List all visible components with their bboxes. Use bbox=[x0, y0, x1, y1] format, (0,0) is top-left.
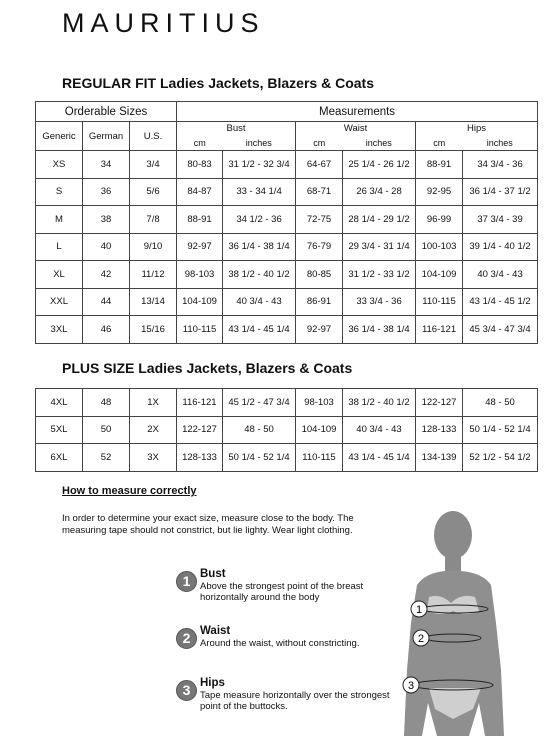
table-cell: 52 bbox=[83, 444, 130, 472]
table-cell: 110-115 bbox=[296, 444, 343, 472]
table-cell: 36 1/4 - 38 1/4 bbox=[343, 316, 416, 344]
table-cell: 52 1/2 - 54 1/2 bbox=[463, 444, 538, 472]
brand-logo: MAURITIUS bbox=[62, 8, 265, 38]
table-cell: 29 3/4 - 31 1/4 bbox=[343, 233, 416, 261]
table-cell: 50 1/4 - 52 1/4 bbox=[463, 416, 538, 444]
table-cell: 116-121 bbox=[416, 316, 463, 344]
table-cell: 48 - 50 bbox=[223, 416, 296, 444]
table-cell: 6XL bbox=[36, 444, 83, 472]
table-cell: 45 1/2 - 47 3/4 bbox=[223, 389, 296, 417]
table-row bbox=[36, 206, 538, 234]
table-cell: 84-87 bbox=[177, 178, 223, 206]
table-cell: 88-91 bbox=[177, 206, 223, 234]
table-cell: XL bbox=[36, 261, 83, 289]
table-cell: 33 3/4 - 36 bbox=[343, 288, 416, 316]
measurements-header: Measurements bbox=[177, 102, 538, 122]
table-cell: 34 3/4 - 36 bbox=[463, 151, 538, 179]
table-cell: 48 bbox=[83, 389, 130, 417]
table-cell: 110-115 bbox=[416, 288, 463, 316]
waist-cm-header: cm bbox=[296, 135, 343, 150]
table-cell: 80-85 bbox=[296, 261, 343, 289]
table-cell: 43 1/4 - 45 1/4 bbox=[343, 444, 416, 472]
table-cell: 68-71 bbox=[296, 178, 343, 206]
step-desc-waist: Around the waist, without constricting. bbox=[200, 638, 360, 649]
waist-marker-number: 2 bbox=[417, 633, 425, 645]
table-row bbox=[36, 389, 538, 417]
table-cell: S bbox=[36, 178, 83, 206]
hips-inches-header: inches bbox=[463, 135, 538, 150]
step-desc-hips: Tape measure horizontally over the strongest point of the buttocks. bbox=[200, 690, 390, 712]
table-cell: 100-103 bbox=[416, 233, 463, 261]
figure-head bbox=[434, 511, 472, 559]
regular-fit-title: REGULAR FIT Ladies Jackets, Blazers & Coats bbox=[62, 75, 374, 91]
table-cell: 92-97 bbox=[177, 233, 223, 261]
table-cell: 76-79 bbox=[296, 233, 343, 261]
table-cell: 48 - 50 bbox=[463, 389, 538, 417]
table-cell: 36 1/4 - 38 1/4 bbox=[223, 233, 296, 261]
table-cell: 1X bbox=[130, 389, 177, 417]
table-cell: 92-95 bbox=[416, 178, 463, 206]
table-cell: 98-103 bbox=[296, 389, 343, 417]
table-cell: 34 bbox=[83, 151, 130, 179]
table-cell: 15/16 bbox=[130, 316, 177, 344]
hips-cm-header: cm bbox=[416, 135, 463, 150]
table-cell: 40 3/4 - 43 bbox=[343, 416, 416, 444]
bust-inches-header: inches bbox=[223, 135, 296, 150]
step-desc-bust: Above the strongest point of the breast horizontally around the body bbox=[200, 581, 364, 603]
table-cell: 36 1/4 - 37 1/2 bbox=[463, 178, 538, 206]
table-cell: 38 1/2 - 40 1/2 bbox=[343, 389, 416, 417]
waist-header: Waist bbox=[296, 122, 416, 136]
bust-marker-number: 1 bbox=[415, 604, 423, 616]
bust-header: Bust bbox=[177, 122, 296, 136]
table-cell: 96-99 bbox=[416, 206, 463, 234]
step-number-3: 3 bbox=[176, 680, 197, 701]
measure-intro: In order to determine your exact size, measure close to the body. The measuring tape should not constrict, but lie lighty. Wear light clothing. bbox=[62, 513, 354, 536]
bust-cm-header: cm bbox=[177, 135, 223, 150]
table-cell: 104-109 bbox=[416, 261, 463, 289]
german-header: German bbox=[83, 122, 130, 151]
table-cell: 98-103 bbox=[177, 261, 223, 289]
table-cell: 50 bbox=[83, 416, 130, 444]
table-row bbox=[36, 178, 538, 206]
table-row bbox=[36, 316, 538, 344]
table-cell: 39 1/4 - 40 1/2 bbox=[463, 233, 538, 261]
table-cell: 13/14 bbox=[130, 288, 177, 316]
step-title-hips: Hips bbox=[200, 677, 225, 689]
table-cell: 3/4 bbox=[130, 151, 177, 179]
table-cell: 80-83 bbox=[177, 151, 223, 179]
orderable-sizes-header: Orderable Sizes bbox=[36, 102, 177, 122]
table-cell: 38 1/2 - 40 1/2 bbox=[223, 261, 296, 289]
table-cell: 128-133 bbox=[416, 416, 463, 444]
table-cell: 28 1/4 - 29 1/2 bbox=[343, 206, 416, 234]
table-cell: 33 - 34 1/4 bbox=[223, 178, 296, 206]
table-cell: 40 3/4 - 43 bbox=[223, 288, 296, 316]
step-title-bust: Bust bbox=[200, 568, 226, 580]
table-row bbox=[36, 416, 538, 444]
table-row bbox=[36, 261, 538, 289]
table-cell: 38 bbox=[83, 206, 130, 234]
hips-marker-number: 3 bbox=[407, 680, 415, 692]
step-number-1: 1 bbox=[176, 571, 197, 592]
table-cell: 128-133 bbox=[177, 444, 223, 472]
table-cell: 110-115 bbox=[177, 316, 223, 344]
table-cell: 7/8 bbox=[130, 206, 177, 234]
table-cell: 4XL bbox=[36, 389, 83, 417]
table-cell: 37 3/4 - 39 bbox=[463, 206, 538, 234]
table-cell: 122-127 bbox=[177, 416, 223, 444]
how-to-measure-title: How to measure correctly bbox=[62, 485, 197, 497]
table-cell: 26 3/4 - 28 bbox=[343, 178, 416, 206]
table-cell: 5/6 bbox=[130, 178, 177, 206]
table-cell: 72-75 bbox=[296, 206, 343, 234]
step-number-2: 2 bbox=[176, 628, 197, 649]
table-cell: 50 1/4 - 52 1/4 bbox=[223, 444, 296, 472]
table-cell: XXL bbox=[36, 288, 83, 316]
plus-size-title: PLUS SIZE Ladies Jackets, Blazers & Coats bbox=[62, 360, 353, 376]
generic-header: Generic bbox=[36, 122, 83, 151]
table-cell: 3XL bbox=[36, 316, 83, 344]
hips-header: Hips bbox=[416, 122, 538, 136]
table-cell: M bbox=[36, 206, 83, 234]
table-cell: 134-139 bbox=[416, 444, 463, 472]
table-cell: 92-97 bbox=[296, 316, 343, 344]
table-cell: 3X bbox=[130, 444, 177, 472]
table-cell: 46 bbox=[83, 316, 130, 344]
table-row bbox=[36, 151, 538, 179]
table-cell: 64-67 bbox=[296, 151, 343, 179]
us-header: U.S. bbox=[130, 122, 177, 151]
table-row bbox=[36, 233, 538, 261]
table-cell: 9/10 bbox=[130, 233, 177, 261]
table-cell: 86-91 bbox=[296, 288, 343, 316]
table-cell: 43 1/4 - 45 1/2 bbox=[463, 288, 538, 316]
regular-size-table bbox=[35, 101, 538, 344]
table-cell: 40 3/4 - 43 bbox=[463, 261, 538, 289]
table-cell: 104-109 bbox=[296, 416, 343, 444]
table-cell: 45 3/4 - 47 3/4 bbox=[463, 316, 538, 344]
step-title-waist: Waist bbox=[200, 625, 231, 637]
table-row bbox=[36, 288, 538, 316]
table-cell: 104-109 bbox=[177, 288, 223, 316]
waist-inches-header: inches bbox=[343, 135, 416, 150]
body-measure-figure bbox=[395, 505, 535, 736]
table-cell: 2X bbox=[130, 416, 177, 444]
table-cell: 42 bbox=[83, 261, 130, 289]
table-cell: 116-121 bbox=[177, 389, 223, 417]
table-cell: XS bbox=[36, 151, 83, 179]
table-cell: 34 1/2 - 36 bbox=[223, 206, 296, 234]
table-row bbox=[36, 444, 538, 472]
table-cell: 40 bbox=[83, 233, 130, 261]
table-cell: 122-127 bbox=[416, 389, 463, 417]
plus-size-table bbox=[35, 388, 538, 472]
figure-neck bbox=[445, 555, 461, 573]
table-cell: 36 bbox=[83, 178, 130, 206]
table-cell: L bbox=[36, 233, 83, 261]
table-cell: 11/12 bbox=[130, 261, 177, 289]
table-cell: 44 bbox=[83, 288, 130, 316]
table-cell: 31 1/2 - 32 3/4 bbox=[223, 151, 296, 179]
table-cell: 88-91 bbox=[416, 151, 463, 179]
table-cell: 5XL bbox=[36, 416, 83, 444]
table-cell: 31 1/2 - 33 1/2 bbox=[343, 261, 416, 289]
table-cell: 25 1/4 - 26 1/2 bbox=[343, 151, 416, 179]
table-cell: 43 1/4 - 45 1/4 bbox=[223, 316, 296, 344]
